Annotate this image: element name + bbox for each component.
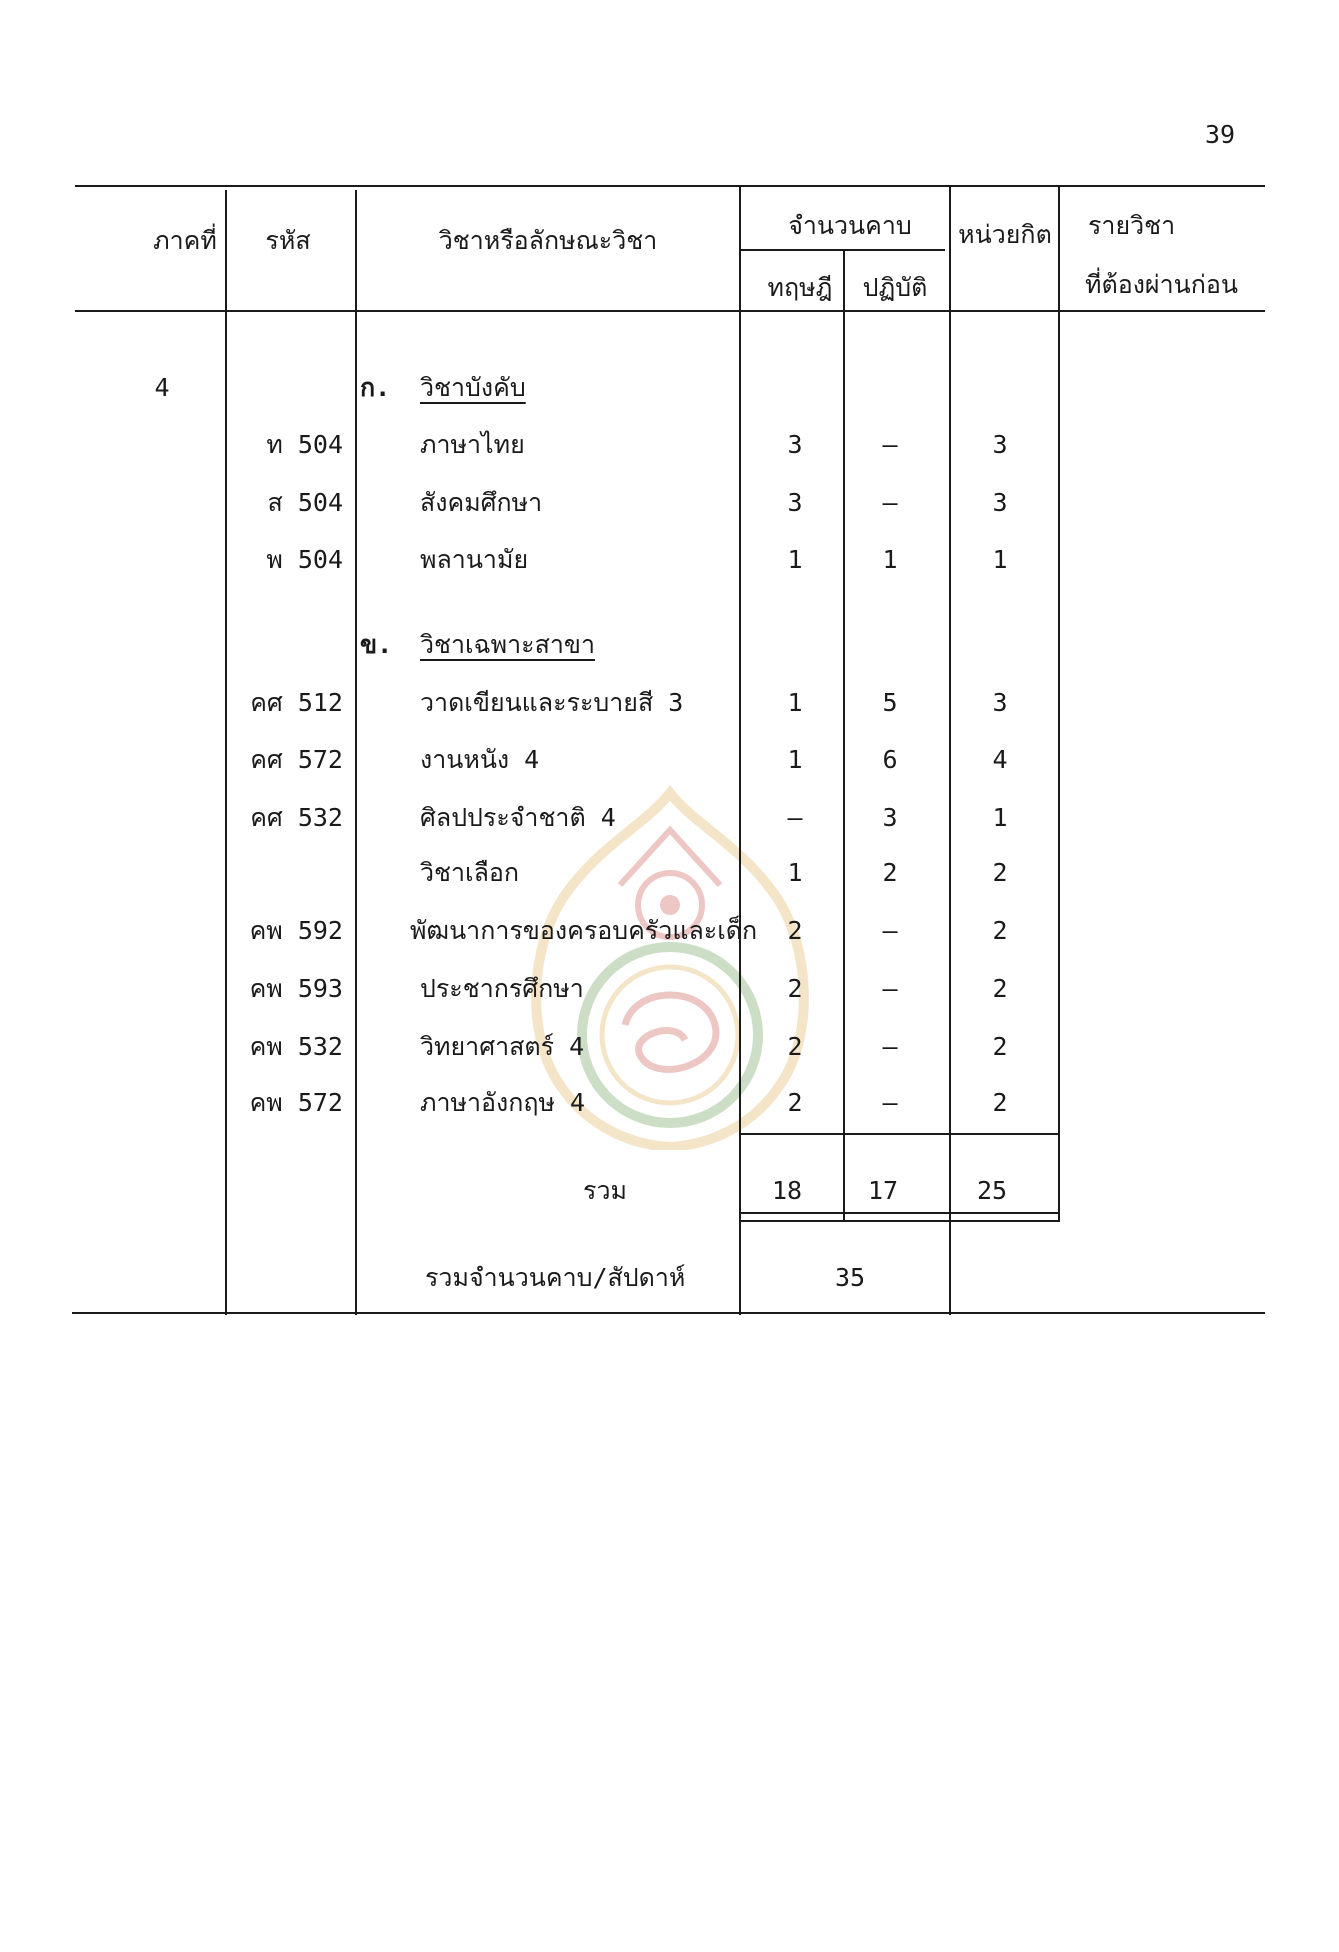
- course-code: คพ 592: [249, 916, 343, 945]
- course-credits: 2: [992, 1032, 1008, 1061]
- course-credits: 1: [992, 545, 1008, 574]
- course-credits: 2: [992, 1088, 1008, 1117]
- total-top-rule: [741, 1133, 1060, 1135]
- header-prereq-line2: ที่ต้องผ่านก่อน: [1085, 270, 1238, 299]
- course-subject: วิชาเลือก: [420, 858, 520, 887]
- course-credits: 3: [992, 688, 1008, 717]
- course-credits: 2: [992, 916, 1008, 945]
- course-practice: –: [882, 1032, 898, 1061]
- course-subject: วาดเขียนและระบายสี 3: [420, 688, 684, 717]
- course-theory: 2: [787, 916, 803, 945]
- course-theory: 2: [787, 1088, 803, 1117]
- total-label: รวม: [583, 1176, 627, 1205]
- course-code: คพ 572: [249, 1088, 343, 1117]
- course-code: คพ 532: [249, 1032, 343, 1061]
- header-bottom-rule: [75, 310, 1265, 312]
- header-periods: จำนวนคาบ: [788, 211, 912, 240]
- page-number: 39: [1205, 120, 1236, 149]
- total-practice: 17: [867, 1176, 899, 1205]
- course-credits: 4: [992, 745, 1008, 774]
- course-theory: 2: [787, 1032, 803, 1061]
- table-bottom-rule: [72, 1312, 1265, 1314]
- header-practice: ปฏิบัติ: [862, 273, 928, 302]
- table-top-rule: [75, 185, 1265, 187]
- course-practice: –: [882, 916, 898, 945]
- course-theory: 3: [787, 488, 803, 517]
- header-subject: วิชาหรือลักษณะวิชา: [438, 226, 658, 255]
- course-subject: สังคมศึกษา: [420, 488, 543, 517]
- course-practice: –: [882, 488, 898, 517]
- section-marker-required: ก.: [360, 373, 391, 402]
- col-rule-credits: [1058, 187, 1060, 1222]
- header-credits: หน่วยกิต: [958, 220, 1052, 249]
- course-code: คศ 512: [250, 688, 343, 717]
- course-credits: 3: [992, 488, 1008, 517]
- course-subject: งานหนัง 4: [420, 745, 540, 774]
- course-code: คศ 532: [250, 803, 343, 832]
- header-code: รหัส: [265, 226, 311, 255]
- course-practice: –: [882, 430, 898, 459]
- course-code: ท 504: [266, 430, 343, 459]
- course-code: คพ 593: [249, 974, 343, 1003]
- section-marker-major: ข.: [360, 630, 393, 659]
- col-rule-practice: [949, 187, 951, 1315]
- course-practice: 3: [882, 803, 898, 832]
- weekly-label: รวมจำนวนคาบ/สัปดาห์: [425, 1263, 686, 1292]
- course-practice: 5: [882, 688, 898, 717]
- course-code: พ 504: [266, 545, 343, 574]
- course-theory: –: [787, 803, 803, 832]
- course-theory: 1: [787, 545, 803, 574]
- col-rule-term: [225, 190, 227, 1315]
- col-rule-code: [355, 190, 357, 1315]
- course-subject: พลานามัย: [420, 545, 529, 574]
- course-credits: 2: [992, 974, 1008, 1003]
- course-subject: พัฒนาการของครอบครัวและเด็ก: [410, 916, 758, 945]
- course-subject: ภาษาอังกฤษ 4: [420, 1088, 586, 1117]
- total-theory: 18: [771, 1176, 803, 1205]
- weekly-value: 35: [834, 1263, 866, 1292]
- course-credits: 3: [992, 430, 1008, 459]
- course-credits: 2: [992, 858, 1008, 887]
- course-code: คศ 572: [250, 745, 343, 774]
- course-subject: วิทยาศาสตร์ 4: [420, 1032, 585, 1061]
- total-credits: 25: [976, 1176, 1008, 1205]
- col-rule-theory: [843, 250, 845, 1220]
- header-term: ภาคที่: [153, 226, 217, 255]
- course-practice: –: [882, 974, 898, 1003]
- total-bottom-rule-2: [741, 1220, 1060, 1222]
- course-theory: 1: [787, 688, 803, 717]
- course-code: ส 504: [267, 488, 343, 517]
- term-value: 4: [154, 373, 170, 402]
- course-subject: ภาษาไทย: [420, 430, 525, 459]
- course-practice: 6: [882, 745, 898, 774]
- course-subject: ประชากรศึกษา: [420, 974, 584, 1003]
- course-theory: 2: [787, 974, 803, 1003]
- course-credits: 1: [992, 803, 1008, 832]
- course-theory: 1: [787, 858, 803, 887]
- course-practice: –: [882, 1088, 898, 1117]
- course-subject: ศิลปประจำชาติ 4: [420, 803, 616, 832]
- header-prereq-line1: รายวิชา: [1088, 211, 1176, 240]
- total-bottom-rule-1: [741, 1212, 1060, 1214]
- header-theory: ทฤษฎี: [767, 273, 833, 302]
- course-theory: 1: [787, 745, 803, 774]
- course-practice: 1: [882, 545, 898, 574]
- course-practice: 2: [882, 858, 898, 887]
- col-rule-subject: [739, 187, 741, 1315]
- course-theory: 3: [787, 430, 803, 459]
- section-title-major: วิชาเฉพาะสาขา: [420, 630, 595, 659]
- section-title-required: วิชาบังคับ: [420, 373, 526, 402]
